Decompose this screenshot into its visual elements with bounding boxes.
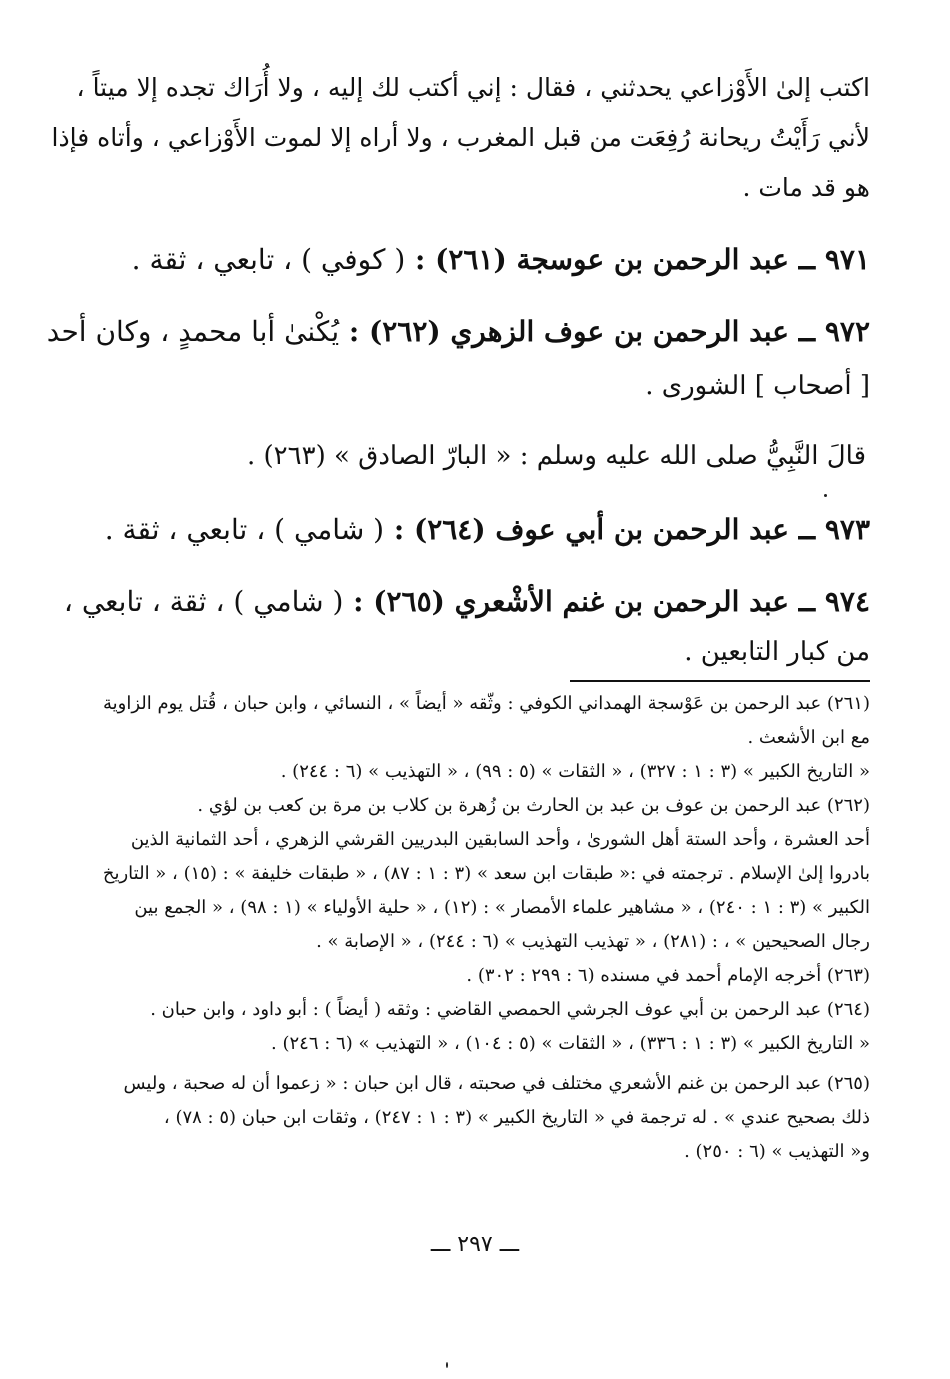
- footnote-line: و« التهذيب » (٦ : ٢٥٠) .: [684, 1141, 870, 1162]
- footnote-line: (٢٦٤) عبد الرحمن بن أبي عوف الجرشي الحمصي القاضي : وثقه ( أيضاً ) : أبو داود ، وابن حبان .: [150, 999, 870, 1020]
- footnote-line: أحد العشرة ، وأحد الستة أهل الشورىٰ ، وأحد السابقين البدريين القرشي الزهري ، أحد الثمانية الذين: [130, 829, 870, 850]
- entry-name: عبد الرحمن بن عوسجة (٢٦١) :: [415, 243, 789, 276]
- entry-973: [104, 508, 870, 552]
- footnote-line: الكبير » (٣ : ١ : ٢٤٠) ، « مشاهير علماء الأمصار » : (١٢) ، « حلية الأولياء » (١ : ٩٨) ، « الجمع بين: [134, 897, 870, 918]
- entry-number: ٩٧٢ ــ: [798, 315, 870, 348]
- footnote-separator: [570, 680, 870, 682]
- entry-description: ( شامي ) ، ثقة ، تابعي ،: [63, 585, 344, 618]
- entry-description: يُكْنىٰ أبا محمدٍ ، وكان أحد: [46, 315, 340, 348]
- entry-description: ( شامي ) ، تابعي ، ثقة .: [104, 513, 385, 546]
- entry-name: عبد الرحمن بن عوف الزهري (٢٦٢) :: [348, 315, 789, 348]
- page-number: ـــ ٢٩٧ ـــ: [430, 1232, 520, 1257]
- footnote-line: (٢٦١) عبد الرحمن بن عَوْسجة الهمداني الكوفي : وثّقه « أيضاً » ، النسائي ، وابن حبان ، قُتل يوم الزاوية: [103, 693, 870, 714]
- intro-line-1: اكتب إلىٰ الأَوْزاعي يحدثني ، فقال : إني أكتب لك إليه ، ولا أُرَاك تجده إلا ميتاً ،: [76, 73, 870, 102]
- entry-number: ٩٧٣ ــ: [798, 513, 870, 546]
- footnote-line: رجال الصحيحين » ، : (٢٨١) ، « تهذيب التهذيب » (٦ : ٢٤٤) ، « الإصابة » .: [316, 931, 870, 952]
- footnote-line: مع ابن الأشعث .: [747, 727, 870, 748]
- entry-description: ( كوفي ) ، تابعي ، ثقة .: [131, 243, 406, 276]
- entry-name: عبد الرحمن بن غنم الأشْعري (٢٦٥) :: [353, 585, 789, 618]
- footnote-line: « التاريخ الكبير » (٣ : ١ : ٣٣٦) ، « الثقات » (٥ : ١٠٤) ، « التهذيب » (٦ : ٢٤٦) .: [271, 1033, 870, 1054]
- entry-974-continuation: من كبار التابعين .: [684, 637, 870, 667]
- entry-972-continuation: [ أصحاب ] الشورى .: [645, 371, 870, 401]
- entry-number: ٩٧٤ ــ: [798, 585, 870, 618]
- entry-number: ٩٧١ ــ: [798, 243, 870, 276]
- ink-speck: [446, 1362, 448, 1368]
- footnote-line: (٢٦٢) عبد الرحمن بن عوف بن عبد بن الحارث بن زُهرة بن كلاب بن مرة بن كعب بن لؤي .: [197, 795, 870, 816]
- entry-name: عبد الرحمن بن أبي عوف (٢٦٤) :: [393, 513, 789, 546]
- entry-974: [63, 580, 870, 624]
- footnote-line: ذلك بصحيح عندي » . له ترجمة في « التاريخ الكبير » (٣ : ١ : ٢٤٧) ، وثقات ابن حبان (٥ : ٧٨) ،: [163, 1107, 870, 1128]
- intro-line-3: هو قد مات .: [742, 173, 870, 202]
- hadith-quote: قالَ النَّبِيُّ صلى الله عليه وسلم : « البارّ الصادق » (٢٦٣) .: [246, 441, 866, 471]
- footnote-line: « التاريخ الكبير » (٣ : ١ : ٣٢٧) ، « الثقات » (٥ : ٩٩) ، « التهذيب » (٦ : ٢٤٤) .: [280, 761, 870, 782]
- footnote-line: (٢٦٥) عبد الرحمن بن غنم الأشعري مختلف في صحبته ، قال ابن حبان : « زعموا أن له صحبة ، وليس: [123, 1073, 870, 1094]
- intro-line-2: لأني رَأَيْتُ ريحانة رُفِعَت من قبل المغرب ، ولا أراه إلا لموت الأَوْزاعي ، وأتاه فإذا: [51, 123, 870, 152]
- entry-971: [118, 238, 870, 282]
- entry-972: [46, 310, 870, 354]
- footnote-line: (٢٦٣) أخرجه الإمام أحمد في مسنده (٦ : ٢٩٩ : ٣٠٢) .: [466, 965, 870, 986]
- footnote-line: بادروا إلىٰ الإسلام . ترجمته في :« طبقات ابن سعد » (٣ : ١ : ٨٧) ، « طبقات خليفة » : (١٥) ، « التاريخ: [102, 863, 870, 884]
- ink-speck: [824, 494, 827, 497]
